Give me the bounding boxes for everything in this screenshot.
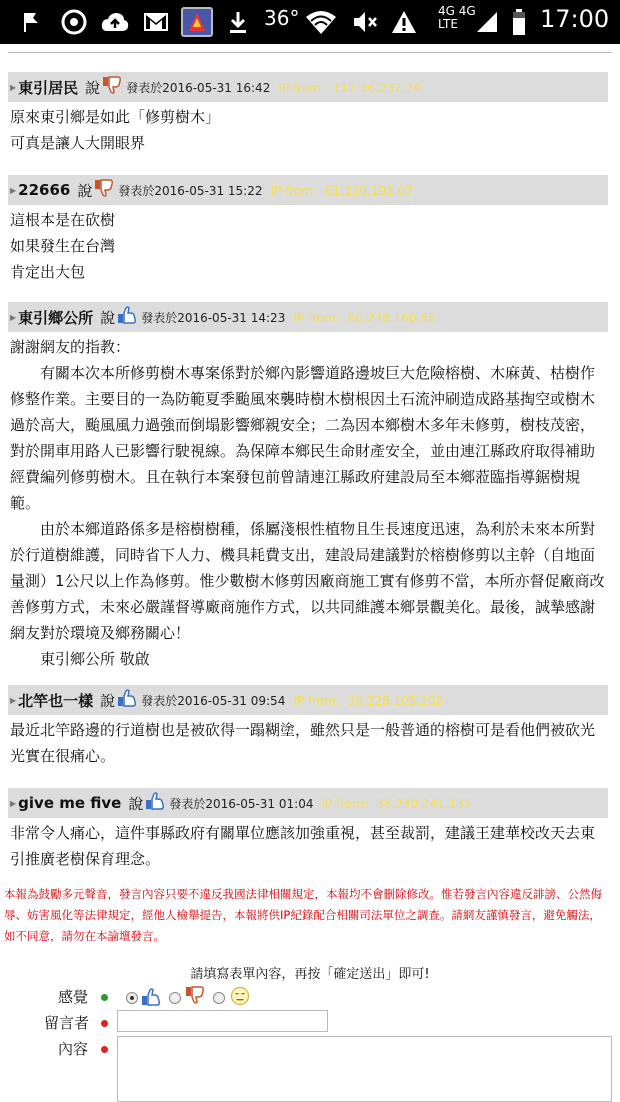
arrow-icon: ▶ [10,185,17,195]
flag-icon [18,8,44,36]
comment-post [8,175,608,285]
app-notification-icon [180,8,214,36]
comment-header [8,72,608,102]
arrow-icon: ▶ [10,312,17,322]
content-textarea[interactable] [117,1036,612,1102]
comment-author: 東引居民 [18,78,79,97]
comment-line: 謝謝網友的指教： [10,338,131,356]
thumbs-down-icon [185,986,205,1008]
feeling-label: 感覺 [58,988,89,1006]
comment-header [8,175,608,205]
comment-paragraph: 由於本鄉道路係多是榕樹樹種，係屬淺根性植物且生長速度迅速，為利於未來本所對於行道樹維護，同時省下人力、機具耗費支出，建設局建議對於榕樹修剪以主幹（自地面量測）1公尺以上作為修剪。惟少數樹木修剪因廠商施工實有修剪不當，本所亦督促廠商改善修剪方式，未來必嚴謹督導廠商施作方式，以共同維護本鄉景觀美化。最後，誠摯感謝網友對於環境及鄉務關心！ [10,520,605,642]
comment-line: 最近北竿路邊的行道樹也是被砍得一蹋糊塗，雖然只是一般普通的榕樹可是看他們被砍光光實在很痛心。 [10,721,596,765]
comment-post [8,72,608,156]
status-bar [0,0,620,44]
thumbs-up-icon [145,792,165,814]
legal-notice: 本報為鼓勵多元聲音，發言內容只要不違反我國法律相關規定，本報均不會刪除修改。惟若發言內容違反誹謗、公然侮辱、妨害風化等法律規定，經他人檢舉提告，本報將供IP紀錄配合相關司法單位之調查。請網友謹慎發言，避免觸法，如不同意，請勿在本論壇發言。 [4,887,602,943]
comment-line: 肯定出大包 [10,263,86,281]
comment-date: 發表於2016-05-31 01:04 [169,796,314,811]
mute-icon [350,8,380,36]
required-dot-icon [101,994,108,1001]
neutral-face-icon [230,986,250,1010]
arrow-icon: ▶ [10,82,17,92]
thumbs-up-icon [117,306,137,328]
comment-body [8,818,608,872]
comment-body [8,332,608,672]
comment-signature: 東引鄉公所 敬啟 [40,650,150,668]
comment-date: 發表於2016-05-31 16:42 [126,80,271,95]
comment-post [8,302,608,672]
comment-line: 可真是讓人大開眼界 [10,134,146,152]
comment-date: 發表於2016-05-31 14:23 [141,310,286,325]
say-label: 說 [100,308,116,327]
say-label: 說 [100,691,116,710]
comment-page [0,44,620,1102]
cloud-upload-icon [100,8,130,36]
thumbs-down-icon [102,76,122,98]
comment-paragraph: 有關本次本所修剪樹木專案係對於鄉內影響道路邊坡巨大危險榕樹、木麻黃、枯樹作修整作業。主要目的一為防範夏季颱風來襲時樹木樹根因土石流沖刷造成路基掏空或樹木過於高大，颱風風力過強而倒塌影響鄉親安全；二為因本鄉樹木多年未修剪，樹枝茂密，對於開車用路人已影響行駛視線。為保障本鄉民生命財產安全，並由連江縣政府取得補助經費編列修剪樹木。且在執行本案發包前曾請連江縣政府建設局至本鄉蒞臨指導鋸樹規範。 [10,364,596,512]
chrome-icon [60,8,88,36]
say-label: 說 [77,181,93,200]
comment-ip: IP from：36.230.241.135 [321,796,472,811]
divider [8,52,612,53]
form-instructions: 請填寫表單內容，再按「確定送出」即可! [190,967,430,982]
say-label: 說 [128,794,144,813]
comment-date: 發表於2016-05-31 09:54 [141,693,286,708]
content-label: 內容 [58,1040,89,1058]
comment-header [8,302,608,332]
battery-icon [510,8,528,36]
comment-line: 這根本是在砍樹 [10,211,116,229]
comment-ip: IP from：61.220.191.67 [270,183,413,198]
comment-author: 北竿也一樣 [18,691,94,710]
gmail-icon [142,8,170,36]
wifi-icon [304,8,338,36]
clock-time: 17:00 [540,5,610,33]
comment-author: 東引鄉公所 [18,308,94,327]
comment-ip: IP from：36.228.105.202 [293,693,444,708]
comment-author: give me five [18,794,122,812]
feeling-radio-neutral[interactable] [213,992,225,1004]
feeling-radio-thumbs-down[interactable] [169,992,181,1004]
comment-line: 原來東引鄉是如此「修剪樹木」 [10,108,221,126]
comment-post [8,685,608,769]
name-label: 留言者 [44,1014,90,1032]
thumbs-up-icon [117,689,137,711]
comment-header [8,788,608,818]
arrow-icon: ▶ [10,798,17,808]
comment-header [8,685,608,715]
network-type-text: 4G 4G LTE [438,4,476,31]
thumbs-up-icon [141,988,161,1010]
required-dot-icon [101,1046,108,1053]
say-label: 說 [85,78,101,97]
name-input[interactable] [117,1010,328,1032]
comment-ip: IP from：117.56.232.24 [278,80,421,95]
feeling-radio-thumbs-up[interactable] [126,992,138,1004]
comment-date: 發表於2016-05-31 15:22 [118,183,263,198]
arrow-icon: ▶ [10,695,17,705]
comment-ip: IP from：60.248.160.55 [293,310,436,325]
comment-post [8,788,608,872]
required-dot-icon [101,1020,108,1027]
temperature-text: 36° [264,6,300,30]
comment-line: 非常令人痛心，這件事縣政府有關單位應該加強重視，甚至裁罰，建議王建華校改天去東引推廣老樹保育理念。 [10,824,596,868]
download-icon [226,8,250,36]
signal-icon [474,8,500,36]
comment-author: 22666 [18,181,71,199]
thumbs-down-icon [94,179,114,201]
comment-body [8,205,608,285]
comment-body [8,715,608,769]
comment-body [8,102,608,156]
comment-line: 如果發生在台灣 [10,237,116,255]
warning-icon [390,8,418,36]
